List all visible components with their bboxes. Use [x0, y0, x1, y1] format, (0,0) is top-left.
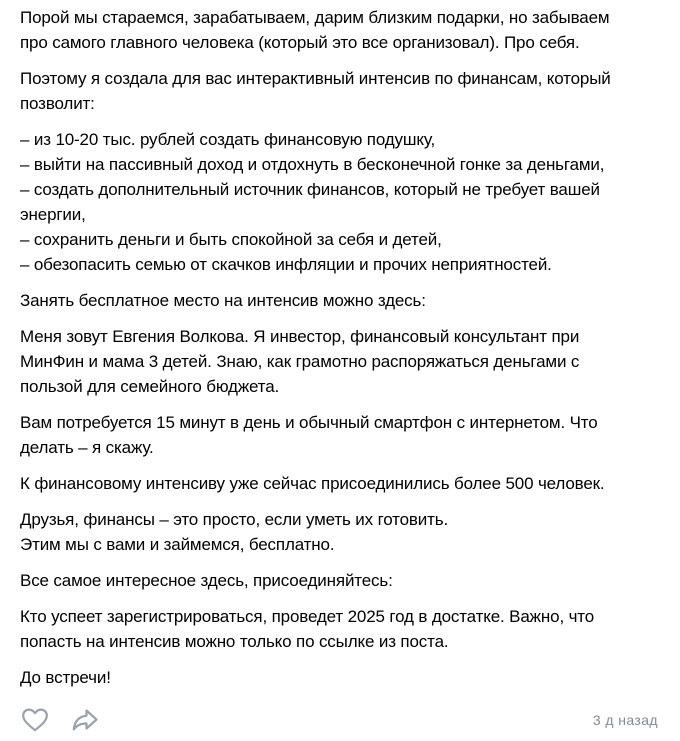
- post-paragraph: Поэтому я создала для вас интерактивный интенсив по финансам, который позволит:: [20, 69, 611, 113]
- heart-icon: [21, 707, 49, 733]
- share-button[interactable]: [70, 706, 100, 734]
- post-paragraph: Кто успеет зарегистрироваться, проведет 2025 год в достатке. Важно, что попасть на интенсив можно только по ссылке из поста.: [20, 607, 595, 651]
- post-text: [20, 5, 668, 701]
- post-paragraph-list: – из 10-20 тыс. рублей создать финансовую подушку, – выйти на пассивный доход и отдохнуть в бесконечной гонке за деньгами, – создать дополнительный источник финансов, который не требует вашей энергии, – сохранить деньги и быть спокойной за себя и детей, – обезопасить семью от скачков инфляции и прочих неприятностей.: [20, 130, 605, 274]
- like-button[interactable]: [20, 706, 50, 734]
- post-paragraph: Меня зовут Евгения Волкова. Я инвестор, финансовый консультант при МинФин и мама 3 детей. Знаю, как грамотно распоряжаться деньгами с пользой для семейного бюджета.: [20, 327, 580, 396]
- post-paragraph: К финансовому интенсиву уже сейчас присоединились более 500 человек.: [20, 474, 605, 493]
- post-paragraph: Порой мы стараемся, зарабатываем, дарим близким подарки, но забываем про самого главного человека (который это все организовал). Про себя.: [20, 8, 610, 52]
- post-paragraph: Друзья, финансы – это просто, если уметь их готовить. Этим мы с вами и займемся, бесплатно.: [20, 510, 449, 554]
- post-paragraph: Все самое интересное здесь, присоединяйтесь:: [20, 571, 393, 590]
- post-paragraph: Занять бесплатное место на интенсив можно здесь:: [20, 291, 426, 310]
- post-footer: [20, 706, 658, 734]
- post-paragraph: Вам потребуется 15 минут в день и обычный смартфон с интернетом. Что делать – я скажу.: [20, 413, 598, 457]
- post-timestamp[interactable]: 3 д назад: [592, 712, 658, 728]
- share-arrow-icon: [71, 707, 99, 733]
- post-paragraph: До встречи!: [20, 668, 111, 687]
